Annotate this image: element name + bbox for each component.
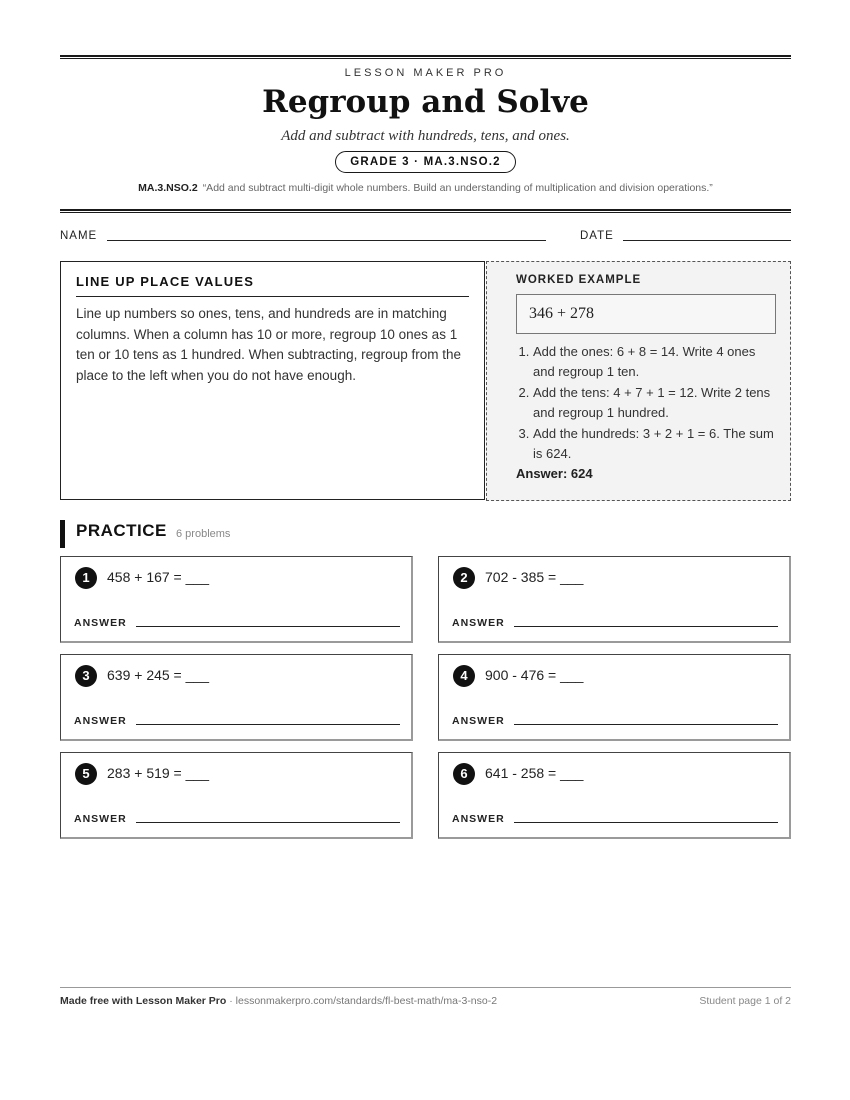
brand-name: LESSON MAKER PRO bbox=[344, 67, 507, 79]
answer-label: ANSWER bbox=[452, 715, 505, 727]
footer-url[interactable]: · lessonmakerpro.com/standards/fl-best-math/ma-3-nso-2 bbox=[226, 995, 498, 1007]
worksheet-page bbox=[60, 0, 791, 1100]
answer-field[interactable] bbox=[136, 822, 400, 823]
footer-page-number: Student page 1 of 2 bbox=[699, 995, 791, 1007]
answer-field[interactable] bbox=[514, 822, 778, 823]
header-top-rule bbox=[60, 55, 791, 59]
problem-number-badge: 6 bbox=[453, 763, 475, 785]
practice-title: PRACTICE bbox=[76, 521, 167, 540]
concept-heading: LINE UP PLACE VALUES bbox=[76, 274, 469, 297]
practice-problem-5 bbox=[60, 752, 413, 839]
problem-number-badge: 5 bbox=[75, 763, 97, 785]
standard-line bbox=[60, 182, 791, 194]
page-subtitle: Add and subtract with hundreds, tens, and ones. bbox=[281, 128, 570, 144]
problem-number-badge: 2 bbox=[453, 567, 475, 589]
problem-expression: 639 + 245 = ___ bbox=[107, 667, 209, 683]
grade-badge-row bbox=[60, 151, 791, 173]
problem-expression: 641 - 258 = ___ bbox=[485, 765, 584, 781]
practice-problem-3 bbox=[60, 654, 413, 741]
practice-problem-6 bbox=[438, 752, 791, 839]
problem-expression: 702 - 385 = ___ bbox=[485, 569, 584, 585]
answer-label: ANSWER bbox=[74, 715, 127, 727]
answer-field[interactable] bbox=[136, 626, 400, 627]
worked-example-box bbox=[486, 261, 791, 501]
answer-field[interactable] bbox=[136, 724, 400, 725]
worked-example-step: 2. Add the tens: 4 + 7 + 1 = 12. Write 2 tens and regroup 1 hundred. bbox=[533, 383, 776, 422]
worked-example-steps bbox=[516, 342, 776, 463]
problem-expression: 283 + 519 = ___ bbox=[107, 765, 209, 781]
problem-number-badge: 4 bbox=[453, 665, 475, 687]
concept-box bbox=[60, 261, 485, 500]
page-title: Regroup and Solve bbox=[262, 84, 589, 120]
concept-body: Line up numbers so ones, tens, and hundreds are in matching columns. When a column has 10 or more, regroup 10 ones as 1 ten or 10 tens as 1 hundred. When subtracting, regroup from the place to the left when you do not have enough. bbox=[76, 306, 461, 383]
worked-example-step: 1. Add the ones: 6 + 8 = 14. Write 4 ones and regroup 1 ten. bbox=[533, 342, 776, 381]
footer-rule bbox=[60, 987, 791, 988]
practice-accent-bar bbox=[60, 520, 65, 548]
problem-number-badge: 3 bbox=[75, 665, 97, 687]
answer-label: ANSWER bbox=[74, 813, 127, 825]
date-label: DATE bbox=[580, 230, 614, 242]
worked-example-heading: WORKED EXAMPLE bbox=[516, 274, 642, 286]
problem-expression: 458 + 167 = ___ bbox=[107, 569, 209, 585]
practice-problem-4 bbox=[438, 654, 791, 741]
answer-label: ANSWER bbox=[74, 617, 127, 629]
header-bottom-rule bbox=[60, 209, 791, 213]
date-field[interactable] bbox=[623, 240, 791, 241]
problem-expression: 900 - 476 = ___ bbox=[485, 667, 584, 683]
answer-label: ANSWER bbox=[452, 617, 505, 629]
practice-problem-1 bbox=[60, 556, 413, 643]
worked-example-step: 3. Add the hundreds: 3 + 2 + 1 = 6. The sum is 624. bbox=[533, 424, 776, 463]
name-field[interactable] bbox=[107, 240, 546, 241]
grade-badge: GRADE 3 · MA.3.NSO.2 bbox=[335, 151, 516, 173]
worked-example-problem: 346 + 278 bbox=[516, 294, 776, 334]
name-label: NAME bbox=[60, 230, 98, 242]
footer-credit bbox=[60, 995, 497, 1007]
worked-example-answer: Answer: 624 bbox=[516, 466, 593, 481]
standard-text: “Add and subtract multi-digit whole numbers. Build an understanding of multiplication and division operations.” bbox=[202, 182, 713, 194]
standard-code: MA.3.NSO.2 bbox=[138, 182, 198, 194]
problem-number-badge: 1 bbox=[75, 567, 97, 589]
answer-field[interactable] bbox=[514, 626, 778, 627]
practice-count: 6 problems bbox=[176, 528, 231, 540]
footer-made-with: Made free with Lesson Maker Pro bbox=[60, 995, 227, 1007]
practice-problem-2 bbox=[438, 556, 791, 643]
answer-field[interactable] bbox=[514, 724, 778, 725]
answer-label: ANSWER bbox=[452, 813, 505, 825]
